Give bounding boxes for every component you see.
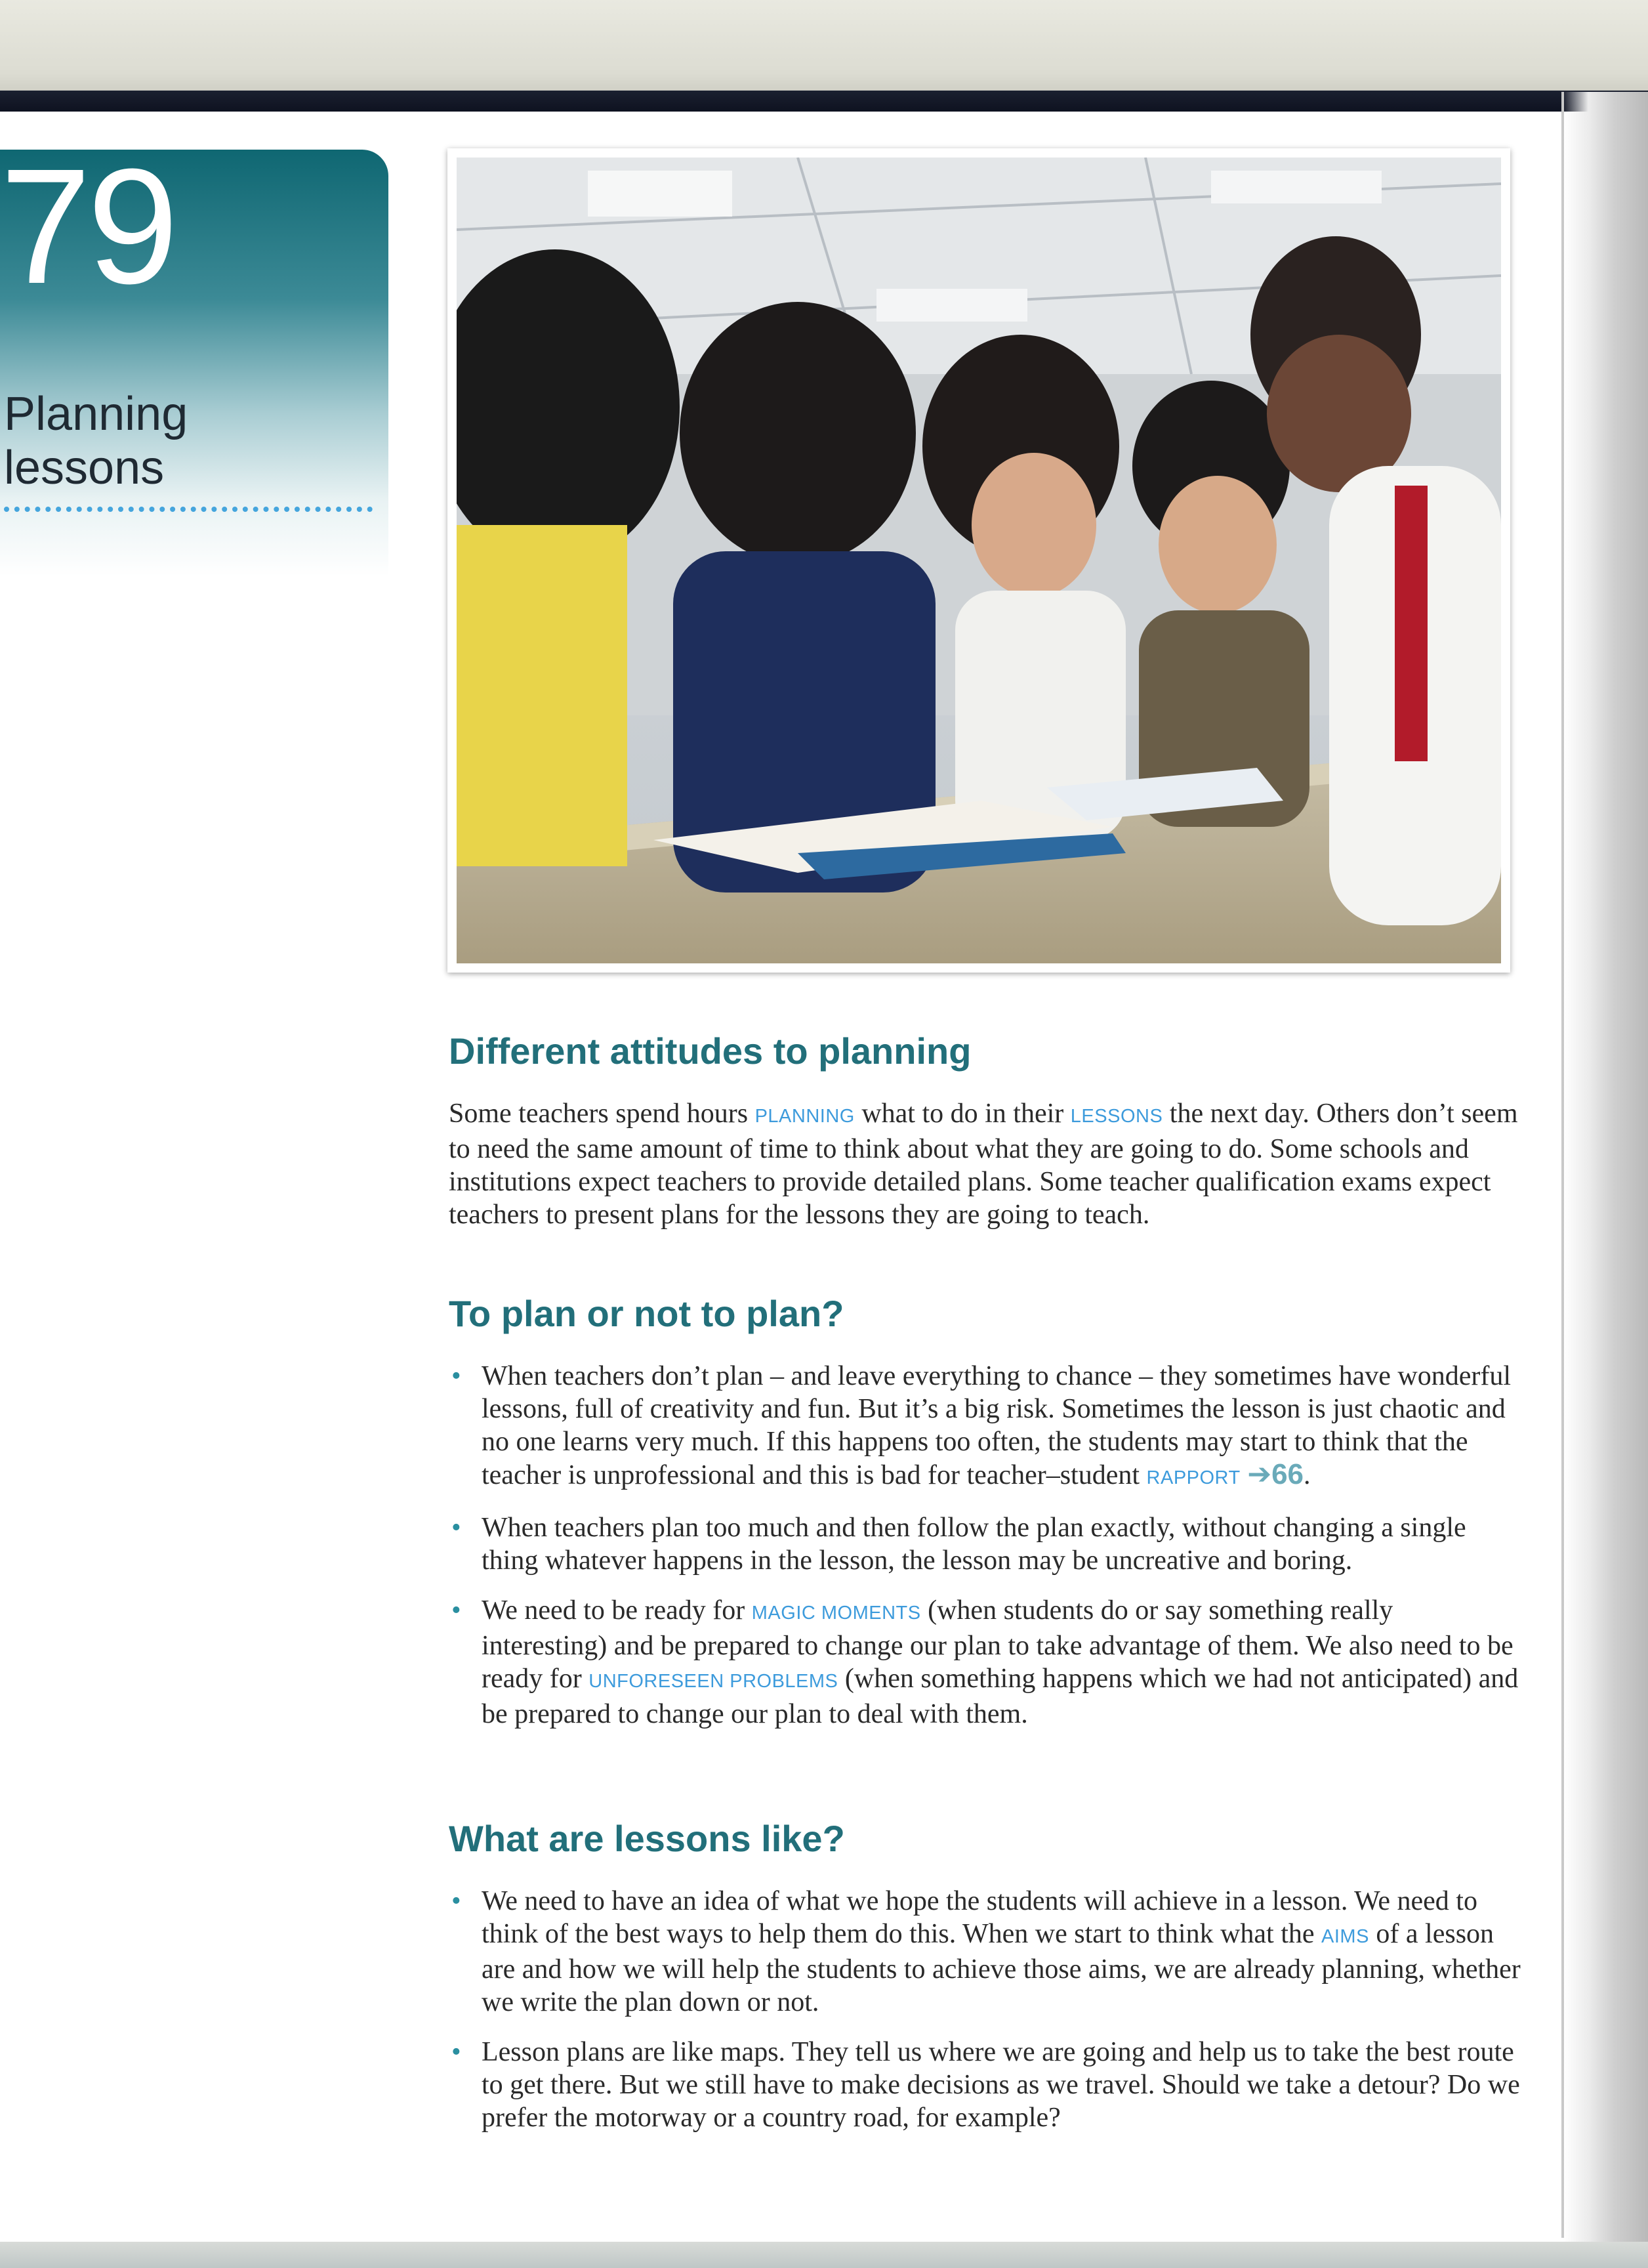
chapter-title-line1: Planning bbox=[4, 388, 188, 440]
classroom-photo-image bbox=[457, 158, 1501, 963]
section-heading: Different attitudes to planning bbox=[449, 1030, 972, 1072]
paragraph-text: Some teachers spend hours bbox=[449, 1099, 755, 1129]
item-text: We need to be ready for bbox=[482, 1595, 752, 1626]
item-text: of a lesson are and how we will help the students to achieve those aims, we are already planning, whether we write the plan down or not. bbox=[482, 1919, 1521, 2017]
bullet-list bbox=[449, 1360, 1525, 1731]
glossary-term-planning: PLANNING bbox=[754, 1106, 855, 1127]
section-heading: To plan or not to plan? bbox=[449, 1293, 844, 1334]
chapter-number: 79 bbox=[0, 135, 175, 318]
section-what-are-lessons-like bbox=[449, 1818, 1525, 2151]
paragraph-text: what to do in their bbox=[854, 1099, 1071, 1129]
item-text: We need to have an idea of what we hope the students will achieve in a lesson. We need to think of the best ways to help them do this. When we start to think what the bbox=[482, 1886, 1477, 1949]
scan-top-margin bbox=[0, 0, 1648, 92]
paragraph-text: the next day. Others don’t seem to need the same amount of time to think about what they are going to do. Some schools and institutions expect teachers to provide detailed plans. Some teacher qualification exams expect teachers to present plans for the lessons they are going to teach. bbox=[449, 1099, 1518, 1230]
bullet-marker: • bbox=[451, 1513, 461, 1543]
glossary-term-magic-moments: MAGIC MOMENTS bbox=[751, 1603, 921, 1624]
cross-reference-link[interactable]: ➔66 bbox=[1247, 1458, 1304, 1490]
section-different-attitudes bbox=[449, 1030, 1525, 1231]
list-item bbox=[449, 1594, 1525, 1731]
item-text: When teachers plan too much and then follow the plan exactly, without changing a single thing whatever happens in the lesson, the lesson may be uncreative and boring. bbox=[482, 1513, 1466, 1576]
scan-bottom-margin bbox=[0, 2242, 1648, 2268]
list-item bbox=[449, 1360, 1525, 1494]
item-text: (when students do or say something really interesting) and be prepared to change our plan to take advantage of them. We also need to be ready for bbox=[482, 1595, 1514, 1694]
bullet-marker: • bbox=[451, 2037, 461, 2067]
glossary-term-lessons: LESSONS bbox=[1070, 1106, 1163, 1127]
chapter-title bbox=[4, 387, 188, 495]
bullet-marker: • bbox=[451, 1361, 461, 1391]
list-item bbox=[449, 2036, 1525, 2134]
section-paragraph bbox=[449, 1097, 1525, 1231]
item-text: (when something happens which we had not anticipated) and be prepared to change our plan to deal with them. bbox=[482, 1664, 1519, 1729]
chapter-title-line2: lessons bbox=[4, 442, 165, 494]
scan-top-edge bbox=[0, 91, 1648, 112]
dotted-rule bbox=[4, 507, 373, 512]
item-text: . bbox=[1304, 1460, 1311, 1490]
bullet-marker: • bbox=[451, 1886, 461, 1916]
glossary-term-unforeseen-problems: UNFORESEEN PROBLEMS bbox=[588, 1671, 838, 1692]
classroom-photo bbox=[447, 148, 1510, 973]
glossary-term-aims: AIMS bbox=[1321, 1926, 1369, 1947]
list-item bbox=[449, 1511, 1525, 1577]
bullet-list bbox=[449, 1885, 1525, 2134]
glossary-term-rapport: RAPPORT bbox=[1146, 1467, 1241, 1488]
list-item bbox=[449, 1885, 1525, 2019]
bullet-marker: • bbox=[451, 1595, 461, 1626]
section-to-plan-or-not bbox=[449, 1293, 1525, 1748]
item-text: Lesson plans are like maps. They tell us where we are going and help us to take the best route to get there. But we still have to make decisions as we travel. Should we take a detour? Do we prefer the motorway or a country road, for example? bbox=[482, 2037, 1520, 2133]
page-gutter-shadow bbox=[1563, 92, 1648, 2268]
item-text: When teachers don’t plan – and leave everything to chance – they sometimes have wonderful lessons, full of creativity and fun. But it’s a big risk. Sometimes the lesson is just chaotic and no one learns very much. If this happens too often, the students may start to think that the teacher is unprofessional and this is bad for teacher–student bbox=[482, 1361, 1511, 1490]
section-heading: What are lessons like? bbox=[449, 1818, 845, 1859]
